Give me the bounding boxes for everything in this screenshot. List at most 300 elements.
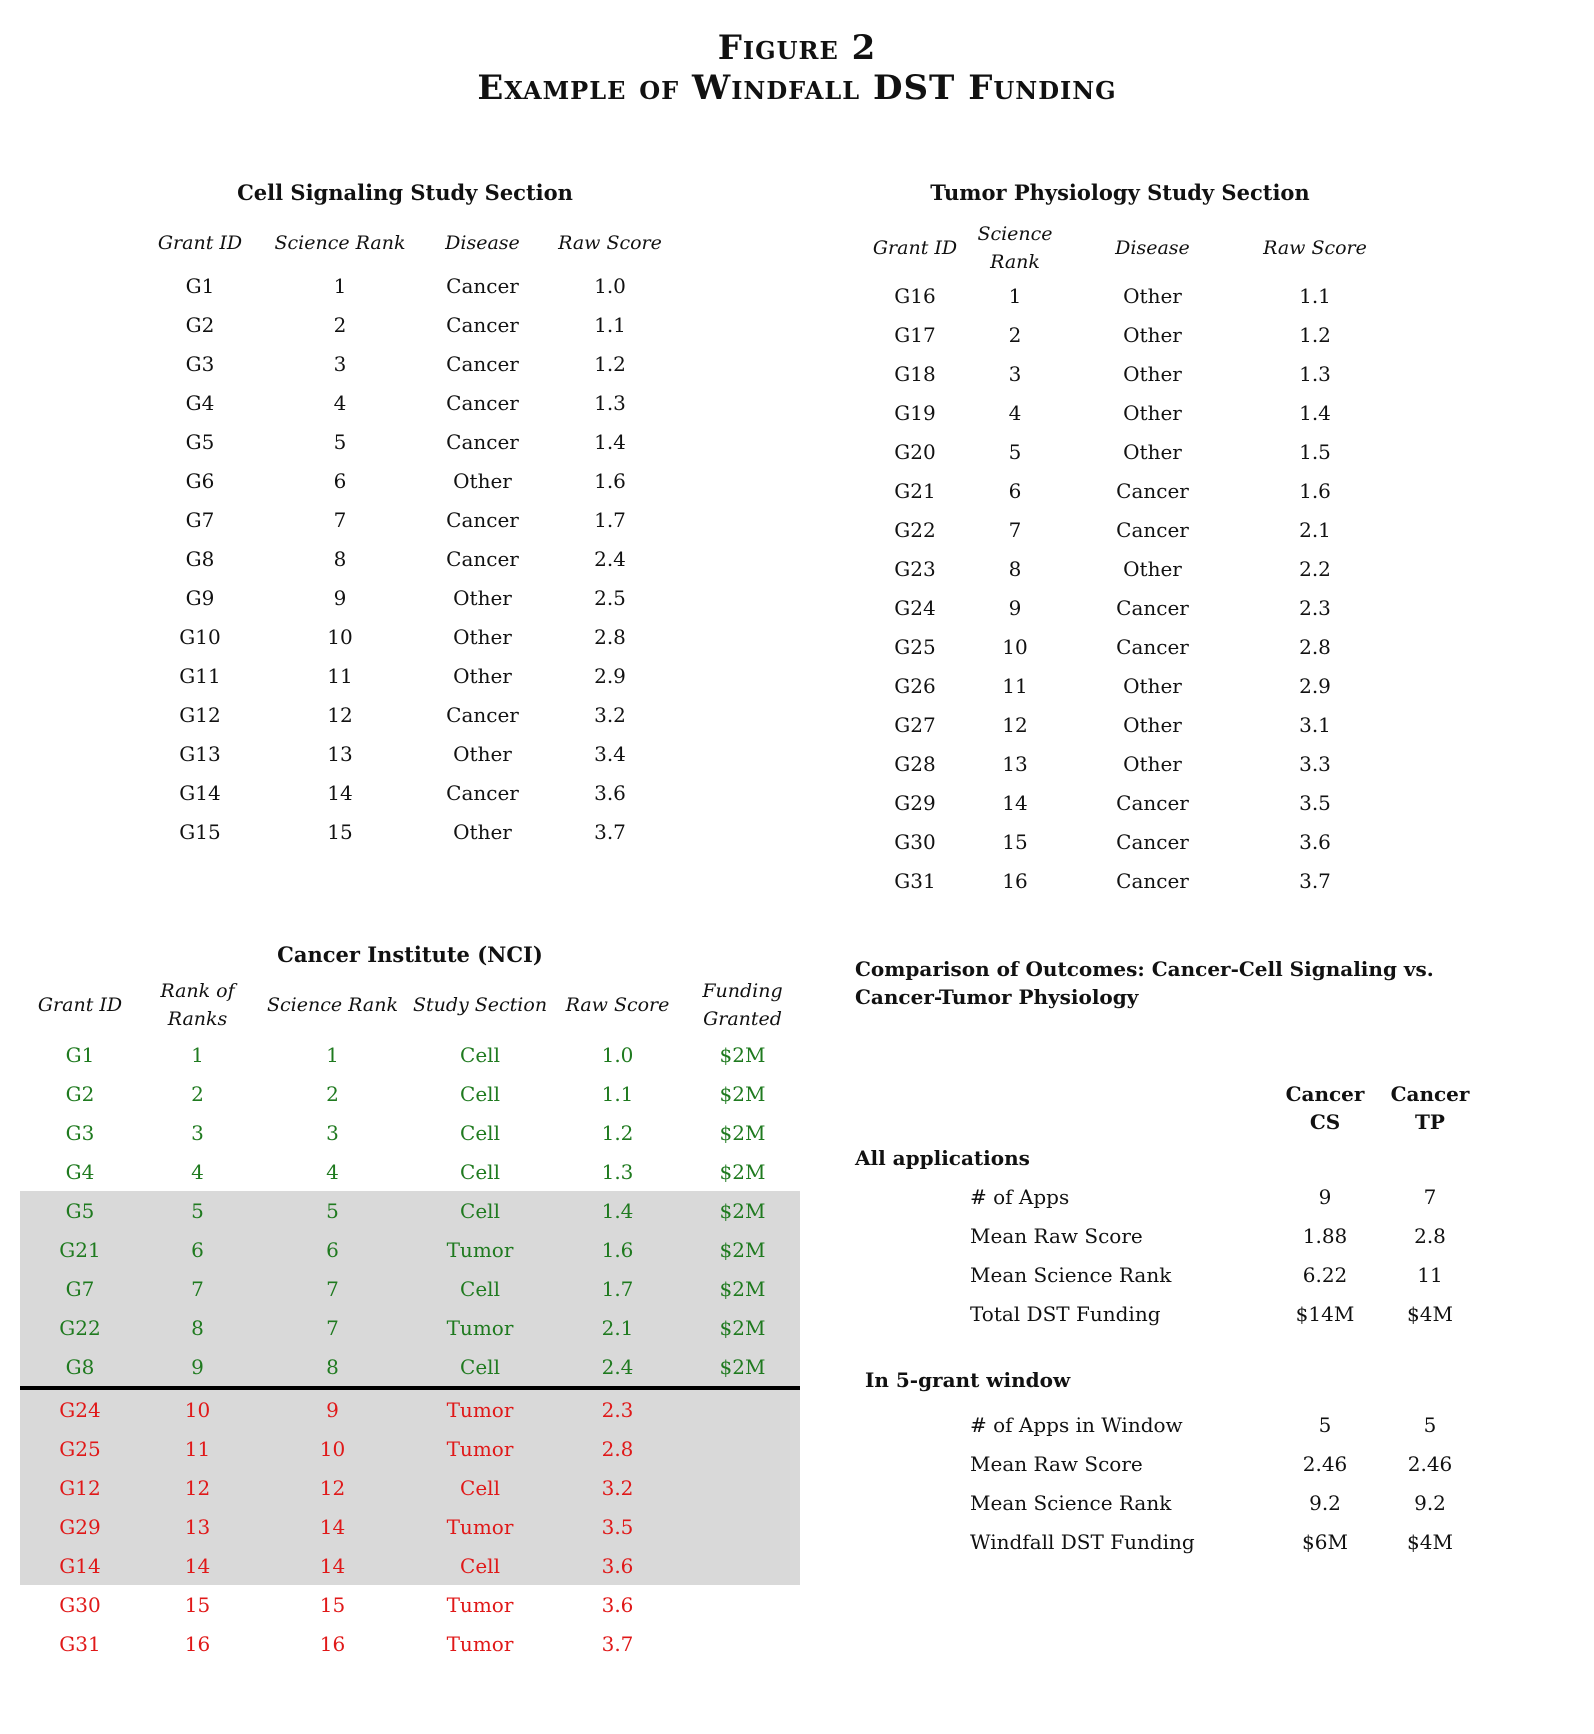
table-cell: G13 [179,741,221,766]
table-cell: $2M [685,1269,800,1308]
table-cell [685,1429,800,1468]
comparison-title: Comparison of Outcomes: Cancer-Cell Signaling vs. Cancer-Tumor Physiology [855,957,1434,1009]
table-cell: 9 [1318,1184,1332,1209]
table-row [140,539,675,578]
table-cell: 1.5 [1299,439,1331,464]
table-row [855,1444,1485,1483]
table-cell: 14 [327,780,353,805]
col-funding-granted: Funding Granted [702,980,783,1030]
table-cell: Mean Science Rank [970,1490,1172,1515]
table-cell: 3.3 [1299,751,1331,776]
table-cell: G24 [20,1388,140,1429]
table-cell [685,1585,800,1624]
nci-table [20,975,800,1663]
col-grant-id: Grant ID [37,994,123,1016]
table-cell: 2 [1008,322,1022,347]
table-cell: 13 [327,741,353,766]
table-cell: 2.4 [594,546,626,571]
group-header-row [855,1333,1485,1405]
table-cell: Cancer [1116,868,1189,893]
table-cell: 10 [255,1429,410,1468]
table-cell: 5 [333,429,347,454]
nci-row-funded [20,1269,800,1308]
group-label: All applications [855,1145,1030,1170]
table-cell: 7 [255,1269,410,1308]
table-cell: 11 [327,663,353,688]
tumor-physiology-table [855,220,1380,900]
table-cell: Mean Raw Score [970,1451,1143,1476]
col-science-rank: Science Rank [274,232,406,254]
table-cell: 1 [1008,283,1022,308]
table-cell: 1.2 [594,351,626,376]
table-cell: 2.8 [1414,1223,1446,1248]
table-cell: Other [453,819,512,844]
col-disease: Disease [445,232,520,254]
nci-row-unfunded [20,1468,800,1507]
table-cell: 7 [1008,517,1022,542]
table-cell: Other [1123,751,1182,776]
table-cell: $2M [685,1191,800,1230]
table-cell: G25 [894,634,936,659]
table-row [855,627,1380,666]
table-cell: 5 [1423,1412,1437,1437]
table-cell: G22 [20,1308,140,1347]
col-rank-of-ranks: Rank of Ranks [160,980,235,1030]
table-cell: 15 [184,1592,211,1617]
table-cell: 2.9 [1299,673,1331,698]
table-cell: 3 [191,1120,204,1145]
table-cell: G21 [894,478,936,503]
table-row [855,861,1380,900]
table-row [140,305,675,344]
table-cell: 12 [327,702,353,727]
table-cell: G10 [179,624,221,649]
table-cell: 1.1 [1299,283,1331,308]
nci-row-unfunded [20,1429,800,1468]
table-row [855,822,1380,861]
nci-row-funded [20,1113,800,1152]
table-cell: 9.2 [1414,1490,1446,1515]
table-row [855,783,1380,822]
table-cell: 1.1 [601,1081,634,1106]
table-cell: 5 [255,1191,410,1230]
table-cell: 2.8 [550,1429,685,1468]
nci-row-unfunded [20,1624,800,1663]
table-cell: G15 [179,819,221,844]
table-cell: 8 [255,1347,410,1388]
nci-row-funded [20,1074,800,1113]
table-row [855,666,1380,705]
table-cell: Other [453,585,512,610]
table-cell: 3 [333,351,347,376]
table-cell: Mean Raw Score [970,1223,1143,1248]
table-cell: G11 [179,663,221,688]
table-cell: 2.46 [1407,1451,1453,1476]
table-cell: Tumor [410,1429,550,1468]
table-cell: 1.2 [1299,322,1331,347]
table-cell: Other [1123,556,1182,581]
table-cell: Mean Science Rank [970,1262,1172,1287]
table-cell: 1.0 [601,1042,634,1067]
table-cell: 1.4 [550,1191,685,1230]
col-science-rank: Science Rank [267,994,398,1016]
table-cell: $2M [685,1347,800,1388]
table-cell: 9 [255,1388,410,1429]
table-cell: G30 [59,1592,101,1617]
nci-row-funded [20,1230,800,1269]
table-cell: G1 [185,273,215,298]
table-cell: $2M [719,1081,766,1106]
table-row [140,422,675,461]
table-cell: 2.3 [550,1388,685,1429]
table-row [140,695,675,734]
table-cell: $2M [685,1308,800,1347]
table-cell: Cell [410,1468,550,1507]
col-raw-score: Raw Score [558,232,662,254]
table-row [140,617,675,656]
table-row [855,1294,1485,1333]
table-cell: G18 [894,361,936,386]
table-cell: 6 [333,468,347,493]
table-cell: G2 [185,312,215,337]
table-cell: G7 [20,1269,140,1308]
table-header-row [140,220,675,266]
table-cell: Cancer [446,429,519,454]
table-cell: Cell [460,1120,500,1145]
table-cell: 2.8 [594,624,626,649]
table-cell: 1 [333,273,347,298]
table-cell: 9 [1008,595,1022,620]
cell-signaling-table [140,220,675,851]
table-cell: G6 [185,468,215,493]
table-row [855,432,1380,471]
table-cell: 3 [1008,361,1022,386]
table-cell: G29 [20,1507,140,1546]
table-cell: 2 [191,1081,204,1106]
table-cell: 1.2 [601,1120,634,1145]
table-cell: 1.4 [594,429,626,454]
table-cell: G4 [65,1159,95,1184]
table-cell: 2.4 [550,1347,685,1388]
table-cell: 15 [327,819,353,844]
table-cell: G8 [185,546,215,571]
table-cell: 2.9 [594,663,626,688]
table-cell: Other [1123,283,1182,308]
table-cell: 1.1 [594,312,626,337]
table-cell: 15 [1002,829,1028,854]
table-cell [685,1624,800,1663]
table-cell: G29 [894,790,936,815]
nci-title: Cancer Institute (NCI) [277,942,543,967]
table-cell: G14 [179,780,221,805]
table-cell: G24 [894,595,936,620]
table-row [855,1177,1485,1216]
table-cell: Cell [410,1546,550,1585]
table-cell: G5 [20,1191,140,1230]
col-disease: Disease [1115,237,1190,259]
table-cell: 13 [1002,751,1028,776]
table-cell: Windfall DST Funding [970,1529,1195,1554]
table-cell: G12 [20,1468,140,1507]
table-cell: 1.6 [550,1230,685,1269]
nci-row-unfunded [20,1585,800,1624]
table-cell: Cancer [446,390,519,415]
table-cell: G25 [20,1429,140,1468]
table-cell: 1.6 [1299,478,1331,503]
table-cell: Cell [410,1269,550,1308]
figure-label: Figure 2 [717,28,877,68]
table-cell: 1.4 [1299,400,1331,425]
table-cell: $4M [1407,1301,1453,1326]
table-cell: Other [1123,361,1182,386]
table-cell: Cancer [446,780,519,805]
table-cell: $6M [1302,1529,1348,1554]
table-cell: Cancer [1116,829,1189,854]
table-row [140,500,675,539]
table-cell: G17 [894,322,936,347]
table-row [855,1255,1485,1294]
table-cell: G2 [65,1081,95,1106]
table-cell: Other [453,468,512,493]
table-row [855,588,1380,627]
table-cell: 2.1 [550,1308,685,1347]
col-grant-id: Grant ID [872,237,958,259]
table-cell: Tumor [410,1388,550,1429]
table-cell: Total DST Funding [970,1301,1161,1326]
table-row [855,315,1380,354]
table-cell: G16 [894,283,936,308]
table-header-row [855,220,1380,276]
table-cell: 11 [140,1429,255,1468]
table-cell: Other [1123,712,1182,737]
table-cell: 8 [333,546,347,571]
table-cell [685,1507,800,1546]
table-cell: Cell [410,1347,550,1388]
col-raw-score: Raw Score [565,994,670,1016]
table-cell: 9 [140,1347,255,1388]
table-cell: Cancer [446,546,519,571]
table-row [855,393,1380,432]
table-cell: $2M [685,1230,800,1269]
table-cell: 2.3 [1299,595,1331,620]
table-row [855,1216,1485,1255]
table-cell: 3.6 [550,1546,685,1585]
table-row [855,1522,1485,1561]
table-cell: $2M [719,1120,766,1145]
table-cell: Cancer [446,273,519,298]
table-cell: 1.3 [594,390,626,415]
table-row [855,471,1380,510]
table-cell: 2.5 [594,585,626,610]
table-cell [685,1546,800,1585]
table-cell: Cell [460,1042,500,1067]
table-cell: G21 [20,1230,140,1269]
table-cell: Other [453,624,512,649]
table-cell: G5 [185,429,215,454]
table-cell: 5 [1318,1412,1332,1437]
table-cell: 3.1 [1299,712,1331,737]
table-cell [685,1388,800,1429]
table-row [140,773,675,812]
nci-row-unfunded [20,1507,800,1546]
table-cell: Other [1123,439,1182,464]
table-cell: # of Apps in Window [970,1412,1183,1437]
table-cell: G30 [894,829,936,854]
col-cancer-tp: Cancer TP [1390,1082,1470,1134]
cell-signaling-title: Cell Signaling Study Section [237,180,573,205]
table-cell: G19 [894,400,936,425]
table-cell: Other [1123,673,1182,698]
table-cell: 16 [1002,868,1028,893]
table-cell: 3.2 [550,1468,685,1507]
table-row [855,354,1380,393]
table-cell: Tumor [446,1631,514,1656]
table-cell: G1 [65,1042,95,1067]
nci-row-funded [20,1152,800,1191]
col-science-rank: Science Rank [977,223,1053,273]
table-row [855,705,1380,744]
table-cell: 3.7 [594,819,626,844]
table-cell: G9 [185,585,215,610]
table-cell: 14 [1002,790,1028,815]
nci-row-funded [20,1191,800,1230]
table-cell: Cancer [1116,517,1189,542]
table-cell: 2.1 [1299,517,1331,542]
nci-row-unfunded [20,1388,800,1429]
nci-row-unfunded [20,1546,800,1585]
col-raw-score: Raw Score [1263,237,1367,259]
table-row [140,266,675,305]
table-header-row [855,1078,1485,1138]
table-cell: 8 [140,1308,255,1347]
table-cell: Other [1123,322,1182,347]
table-cell: Cancer [446,312,519,337]
table-cell: G12 [179,702,221,727]
table-cell: Tumor [410,1308,550,1347]
col-grant-id: Grant ID [157,232,243,254]
table-cell: 3.5 [550,1507,685,1546]
table-row [855,510,1380,549]
table-cell: 7 [333,507,347,532]
table-cell: 3.6 [594,780,626,805]
table-cell: 3.7 [1299,868,1331,893]
table-cell: 9.2 [1309,1490,1341,1515]
table-cell: G14 [20,1546,140,1585]
nci-row-funded [20,1347,800,1388]
table-cell: 11 [1417,1262,1443,1287]
table-cell: G31 [894,868,936,893]
table-cell: Cancer [1116,634,1189,659]
table-cell: G20 [894,439,936,464]
table-cell: 13 [140,1507,255,1546]
table-cell: 16 [319,1631,346,1656]
table-cell: 14 [140,1546,255,1585]
nci-row-funded [20,1035,800,1074]
table-cell: 12 [255,1468,410,1507]
table-row [855,1405,1485,1444]
table-cell: 14 [255,1507,410,1546]
table-cell: $2M [719,1159,766,1184]
table-cell: Cancer [446,702,519,727]
table-cell: 14 [255,1546,410,1585]
table-cell: 12 [140,1468,255,1507]
table-cell: # of Apps [970,1184,1070,1209]
table-cell: 1.6 [594,468,626,493]
table-cell: Cancer [446,351,519,376]
table-cell: G3 [185,351,215,376]
table-cell: 6 [140,1230,255,1269]
table-cell: 12 [1002,712,1028,737]
table-row [855,744,1380,783]
table-cell: 2.2 [1299,556,1331,581]
table-row [140,383,675,422]
table-cell: 10 [327,624,353,649]
table-cell: G31 [59,1631,101,1656]
table-cell: 1.7 [550,1269,685,1308]
table-cell: Cancer [1116,595,1189,620]
table-cell: Cancer [446,507,519,532]
table-cell: Cell [410,1191,550,1230]
table-cell: 4 [326,1159,339,1184]
table-row [140,461,675,500]
table-cell: G3 [65,1120,95,1145]
comparison-table [855,1078,1485,1561]
table-cell: $4M [1407,1529,1453,1554]
table-cell: G4 [185,390,215,415]
table-cell: 5 [140,1191,255,1230]
table-cell: 2 [333,312,347,337]
table-cell: 4 [191,1159,204,1184]
table-cell: 6.22 [1302,1262,1348,1287]
table-cell: 1.3 [601,1159,634,1184]
table-cell: 1.7 [594,507,626,532]
table-cell: Other [1123,400,1182,425]
table-cell: 1.0 [594,273,626,298]
table-cell: 3.7 [601,1631,634,1656]
table-cell: G8 [20,1347,140,1388]
table-cell: Tumor [410,1507,550,1546]
table-cell: G7 [185,507,215,532]
table-cell: 4 [1008,400,1022,425]
table-cell: 8 [1008,556,1022,581]
table-cell [685,1468,800,1507]
table-cell: 1.88 [1302,1223,1348,1248]
tumor-physiology-title: Tumor Physiology Study Section [930,180,1310,205]
table-cell: Other [453,663,512,688]
table-cell: 3.6 [1299,829,1331,854]
table-cell: Cancer [1116,478,1189,503]
table-cell: 4 [333,390,347,415]
table-cell: 15 [319,1592,346,1617]
table-row [140,578,675,617]
table-cell: Tumor [446,1592,514,1617]
table-cell: G27 [894,712,936,737]
table-cell: 3.5 [1299,790,1331,815]
table-cell: $2M [719,1042,766,1067]
table-cell: 1 [326,1042,339,1067]
table-cell: 1 [191,1042,204,1067]
table-cell: 1.3 [1299,361,1331,386]
table-cell: Cancer [1116,790,1189,815]
table-row [855,1483,1485,1522]
table-cell: Cell [460,1159,500,1184]
group-header-row [855,1138,1485,1177]
table-cell: 3.2 [594,702,626,727]
table-cell: 6 [255,1230,410,1269]
table-cell: G28 [894,751,936,776]
col-study-section: Study Section [412,994,548,1016]
table-cell: 10 [1002,634,1028,659]
